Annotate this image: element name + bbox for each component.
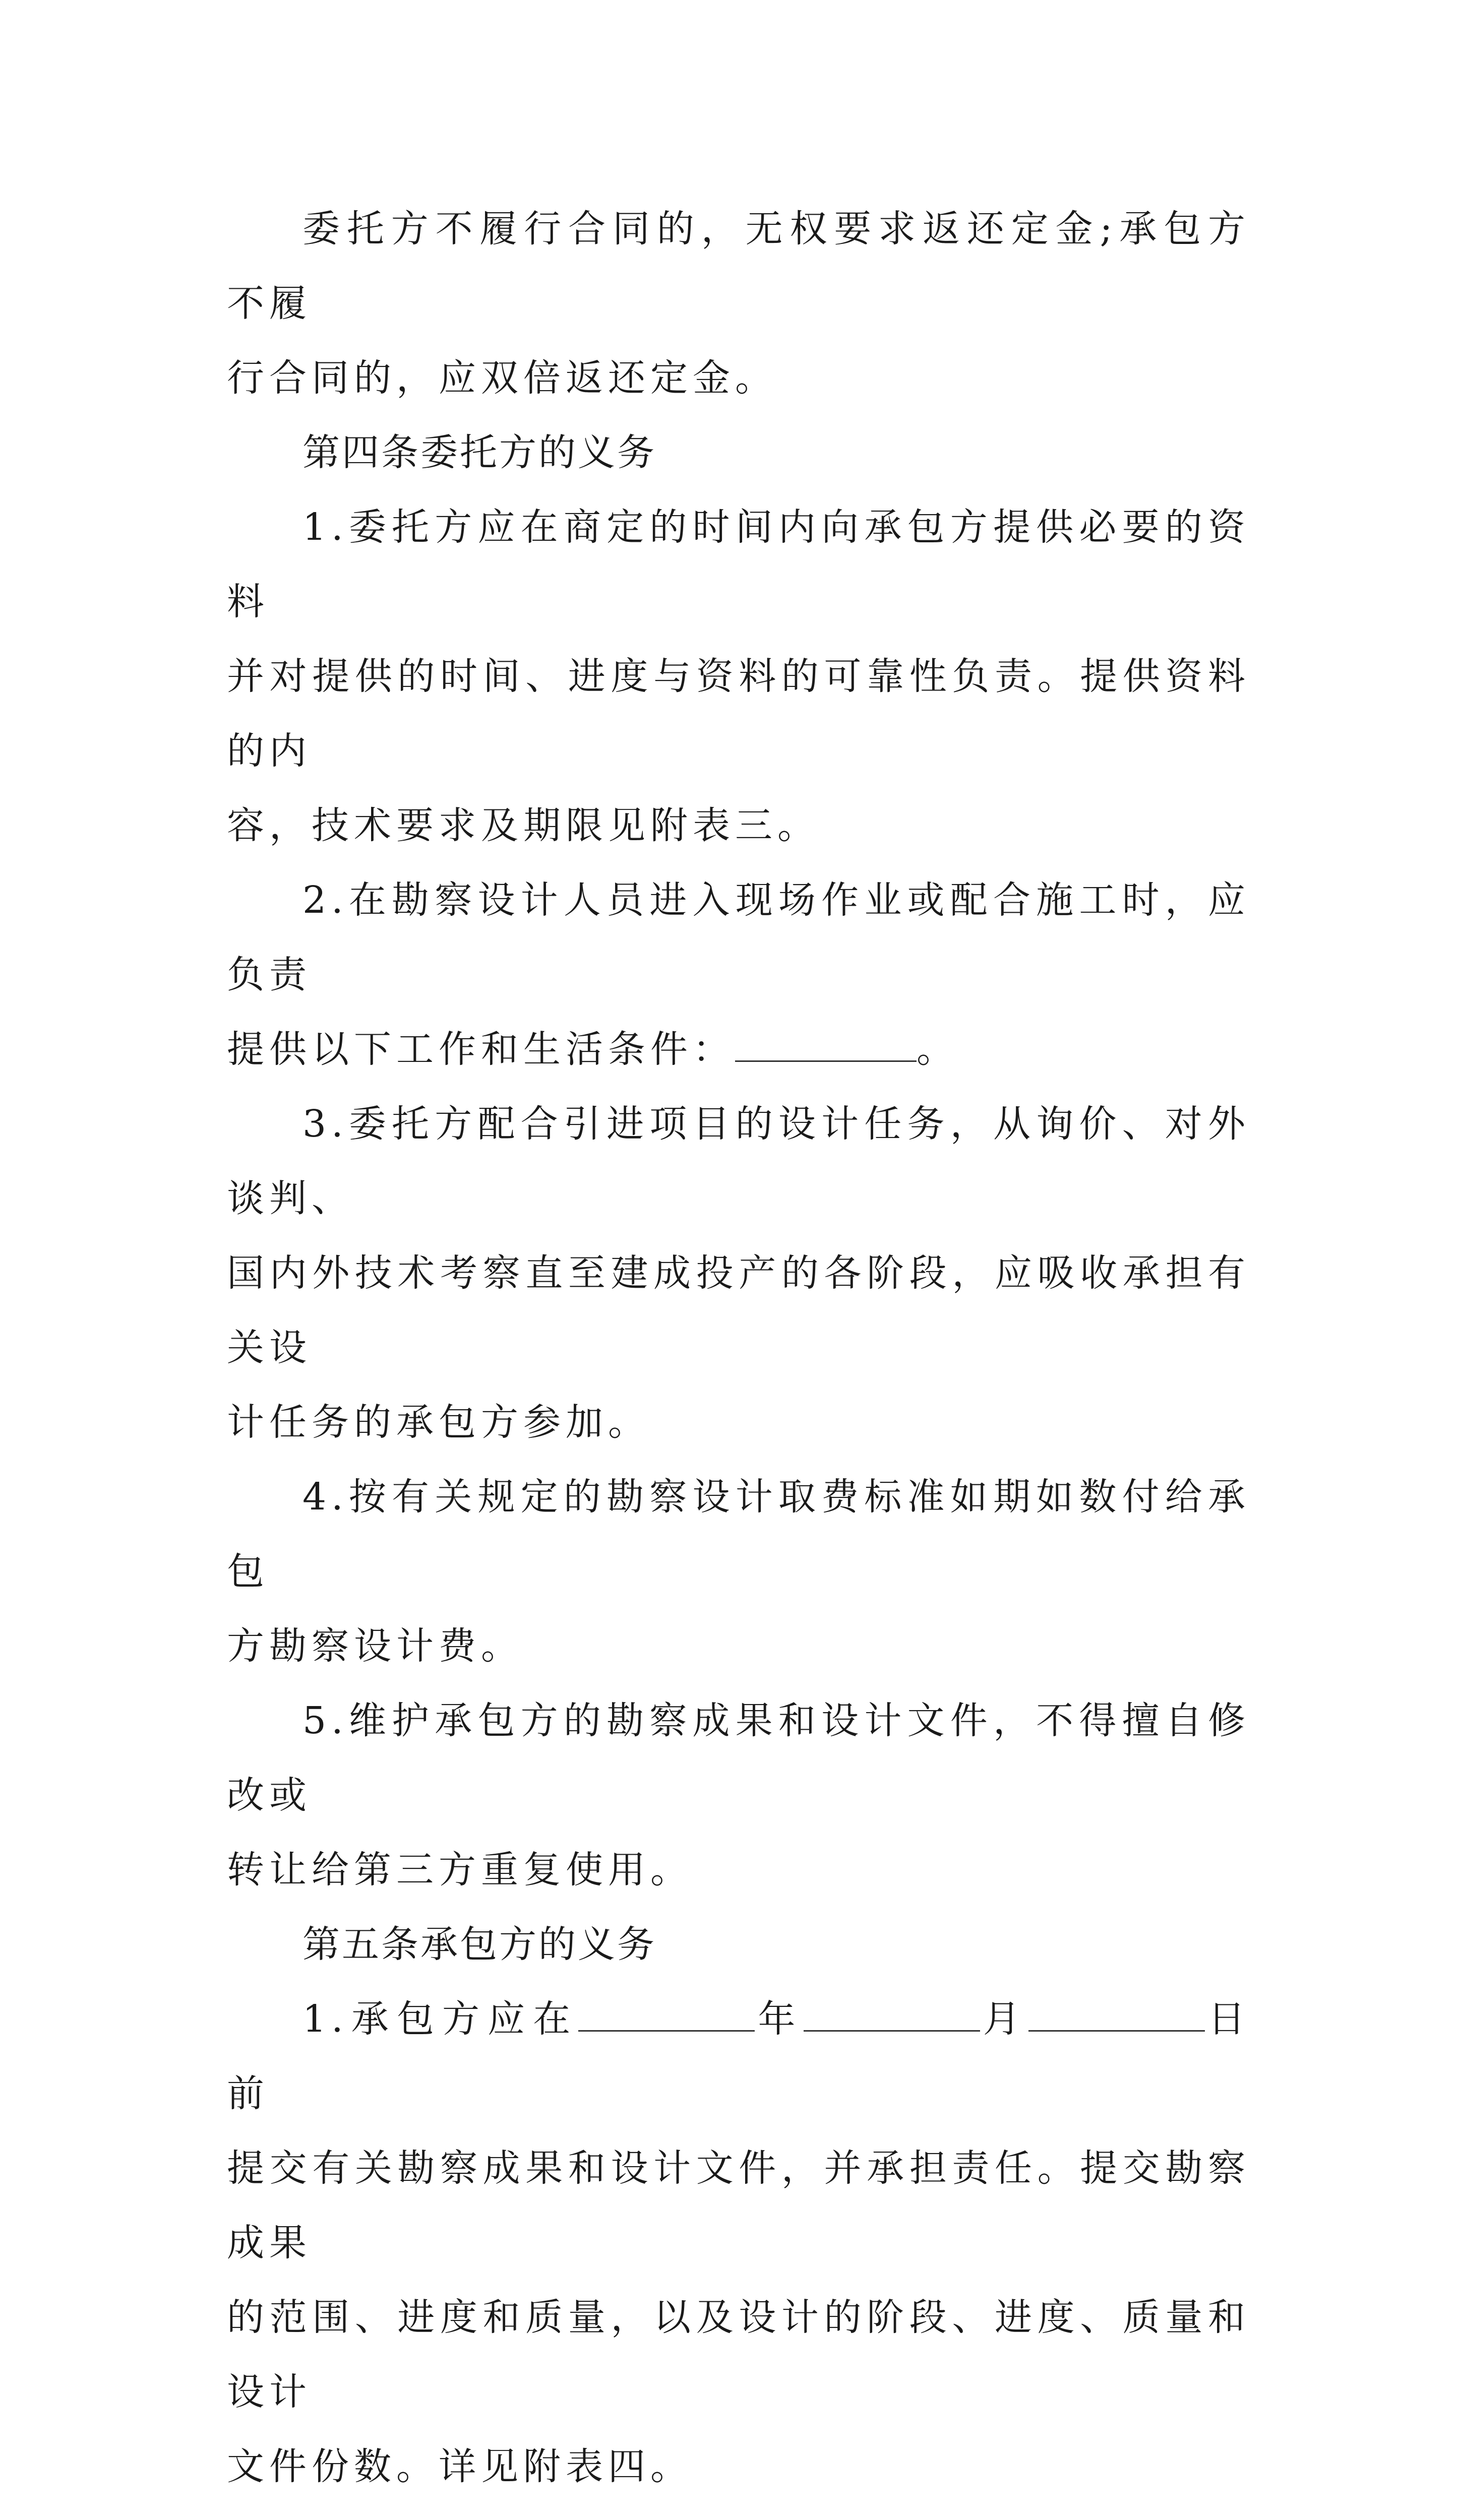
fill-in-blank-year: [578, 1990, 755, 2032]
clause-5-2: [227, 2504, 1250, 2520]
text-line: [227, 1012, 1250, 1087]
text-line: 1.委托方应在商定的时间内向承包方提供必要的资料: [227, 506, 1250, 623]
text-line: 的范围、进度和质量，以及设计的阶段、进度、质量和设计: [227, 2296, 1250, 2414]
text-line: 方勘察设计费。: [227, 1624, 523, 1668]
text-fragment: 。: [917, 1028, 959, 1071]
text-line: 国内外技术考察直至建成投产的各阶段，应吸收承担有关设: [227, 1251, 1250, 1369]
clause-5-1: [227, 1982, 1250, 2504]
fill-in-blank-month: [804, 1990, 980, 2032]
text-line: 委托方不履行合同的，无权要求返还定金;承包方不履: [227, 207, 1250, 325]
fill-in-blank-day: [1028, 1990, 1205, 2032]
text-line: 行合同的，应双倍返还定金。: [227, 356, 777, 400]
document-page: [227, 192, 1250, 2520]
text-fragment: 提供以下工作和生活条件：: [227, 1028, 735, 1071]
text-line: 容，技术要求及期限见附表三。: [227, 804, 820, 847]
paragraph-deposit: [227, 192, 1250, 415]
text-line: 并对提供的时间、进度与资料的可靠性负责。提供资料的内: [227, 655, 1250, 773]
text-line: 3.委托方配合引进项目的设计任务，从询价、对外谈判、: [227, 1102, 1250, 1220]
clause-4-4: [227, 1460, 1250, 1683]
heading-article-4: 第四条委托方的义务: [302, 431, 656, 474]
text-line: 5.维护承包方的勘察成果和设计文件，不得擅自修改或: [227, 1699, 1250, 1817]
text-line: 计任务的承包方参加。: [227, 1401, 650, 1444]
clause-4-5: [227, 1683, 1250, 1907]
text-fragment: 1.承包方应在: [302, 1997, 579, 2041]
text-line: [227, 1982, 1250, 2131]
heading-article-5: 第五条承包方的义务: [302, 1923, 656, 1966]
clause-4-3: [227, 1087, 1250, 1460]
text-line: [227, 2504, 1250, 2520]
text-line: 文件份数。详见附表四。: [227, 2445, 693, 2488]
text-fragment: 年: [755, 1997, 804, 2041]
text-fragment: 日前: [227, 1997, 1251, 2115]
clause-4-1: [227, 490, 1250, 863]
text-line: 2.在勘察设计人员进入现场作业或配合施工时，应负责: [227, 878, 1250, 996]
fill-in-blank: [735, 1020, 917, 1062]
text-line: 4.按有关规定的勘察设计取费标准如期如数付给承包: [227, 1475, 1250, 1593]
clause-4-2: [227, 863, 1250, 1087]
text-line: 提交有关勘察成果和设计文件，并承担责任。提交勘察成果: [227, 2147, 1250, 2264]
text-line: 转让给第三方重复使用。: [227, 1848, 693, 1892]
text-fragment: 月: [980, 1997, 1028, 2041]
